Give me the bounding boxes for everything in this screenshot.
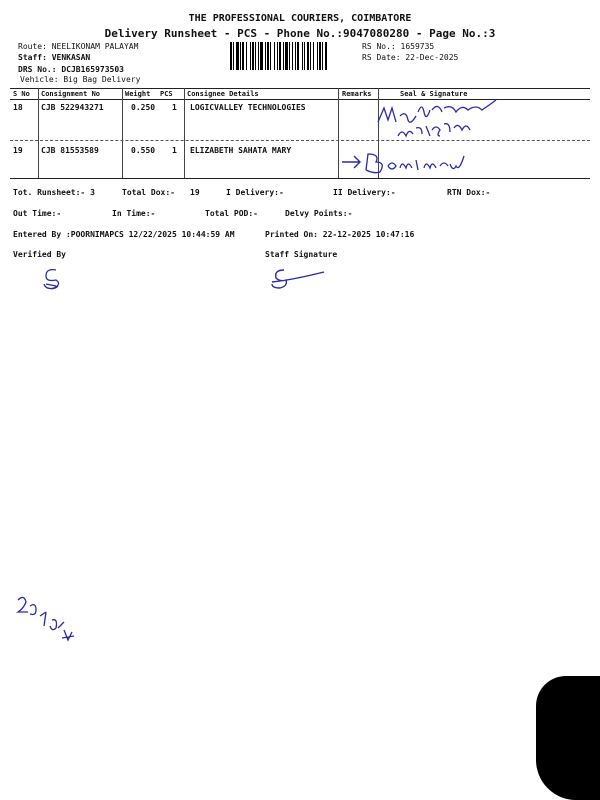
handwritten-date-scribble: [12, 592, 92, 652]
rtn-dox: RTN Dox:-: [447, 188, 491, 197]
barcode-bar: [285, 42, 288, 70]
route-label: Route: NEELIKONAM PALAYAM: [18, 42, 139, 51]
col-header-sno: S No: [13, 90, 30, 98]
barcode-bar: [292, 42, 293, 70]
vehicle-label: Vehicle: Big Bag Delivery: [20, 75, 141, 84]
printed-on: Printed On: 22-12-2025 10:47:16: [265, 230, 415, 239]
barcode-bar: [255, 42, 256, 70]
barcode-bar: [317, 42, 318, 70]
barcode-bar: [302, 42, 303, 70]
barcode-bar: [270, 42, 271, 70]
total-pod: Total POD:-: [205, 209, 258, 218]
col-header-pcs: PCS: [160, 90, 173, 98]
ii-delivery: II Delivery:-: [333, 188, 396, 197]
row-18-consignee: LOGICVALLEY TECHNOLOGIES: [190, 103, 306, 112]
barcode-bar: [230, 42, 232, 70]
col-divider: [338, 88, 339, 178]
handwritten-signature-row-18: [370, 92, 520, 142]
barcode-bar: [252, 42, 254, 70]
in-time: In Time:-: [112, 209, 156, 218]
barcode-bar: [277, 42, 278, 70]
rs-date: RS Date: 22-Dec-2025: [362, 53, 459, 62]
barcode-bar: [304, 42, 305, 70]
barcode-bar: [297, 42, 299, 70]
out-time: Out Time:-: [13, 209, 62, 218]
row-18-sno: 18: [13, 103, 23, 112]
row-19-sno: 19: [13, 146, 23, 155]
barcode-bar: [250, 42, 251, 70]
barcode-bar: [274, 42, 275, 70]
col-header-consignee: Consignee Details: [187, 90, 259, 98]
barcode-bar: [313, 42, 314, 70]
table-bottom-rule: [10, 178, 590, 179]
row-19-consignee: ELIZABETH SAHATA MARY: [190, 146, 292, 155]
barcode-bar: [242, 42, 244, 70]
tot-runsheet: Tot. Runsheet:- 3: [13, 188, 95, 197]
row-18-weight: 0.250: [131, 103, 156, 112]
row-18-pcs: 1: [172, 103, 177, 112]
row-18-consignment: CJB 522943271: [41, 103, 104, 112]
runsheet-subtitle: Delivery Runsheet - PCS - Phone No.:9047080280 - Page No.:3: [104, 27, 496, 40]
i-delivery: I Delivery:-: [226, 188, 284, 197]
barcode-bar: [325, 42, 327, 70]
verified-by-label: Verified By: [13, 250, 66, 259]
barcode-bar: [289, 42, 290, 70]
barcode-bar: [319, 42, 321, 70]
barcode-bar: [236, 42, 239, 70]
barcode-bar: [295, 42, 296, 70]
staff-label: Staff: VENKASAN: [18, 53, 91, 62]
row-19-weight: 0.550: [131, 146, 156, 155]
staff-signature-label: Staff Signature: [265, 250, 338, 259]
col-header-weight: Weight: [125, 90, 151, 98]
col-divider: [122, 88, 123, 178]
total-dox-value: 19: [190, 188, 200, 197]
col-divider: [38, 88, 39, 178]
company-title: THE PROFESSIONAL COURIERS, COIMBATORE: [188, 13, 412, 24]
col-header-seal-signature: Seal & Signature: [400, 90, 468, 98]
total-dox-label: Total Dox:-: [122, 188, 175, 197]
barcode-bar: [310, 42, 311, 70]
col-divider: [184, 88, 185, 178]
drs-number: DRS No.: DCJB165973503: [18, 65, 124, 74]
staff-signature: [270, 266, 330, 290]
barcode-bar: [258, 42, 259, 70]
col-header-remarks: Remarks: [342, 90, 372, 98]
barcode-bar: [265, 42, 266, 70]
barcode-bar: [279, 42, 281, 70]
col-header-consignment: Consignment No: [41, 90, 101, 98]
row-19-pcs: 1: [172, 146, 177, 155]
barcode-bar: [267, 42, 269, 70]
barcode-bar: [240, 42, 241, 70]
barcode-bar: [322, 42, 323, 70]
verified-by-signature: [38, 266, 68, 292]
barcode-bar: [307, 42, 309, 70]
table-top-rule: [10, 88, 590, 89]
delvy-points: Delvy Points:-: [285, 209, 353, 218]
barcode-bar: [260, 42, 263, 70]
rs-number: RS No.: 1659735: [362, 42, 435, 51]
barcode-bar: [233, 42, 234, 70]
barcode-bar: [283, 42, 284, 70]
barcode: [230, 42, 358, 70]
row-19-consignment: CJB 81553589: [41, 146, 99, 155]
scan-artifact-blob: [536, 676, 600, 800]
entered-by: Entered By :POORNIMAPCS 12/22/2025 10:44:59 AM: [13, 230, 235, 239]
handwritten-signature-row-19: [340, 148, 470, 178]
barcode-bar: [246, 42, 247, 70]
